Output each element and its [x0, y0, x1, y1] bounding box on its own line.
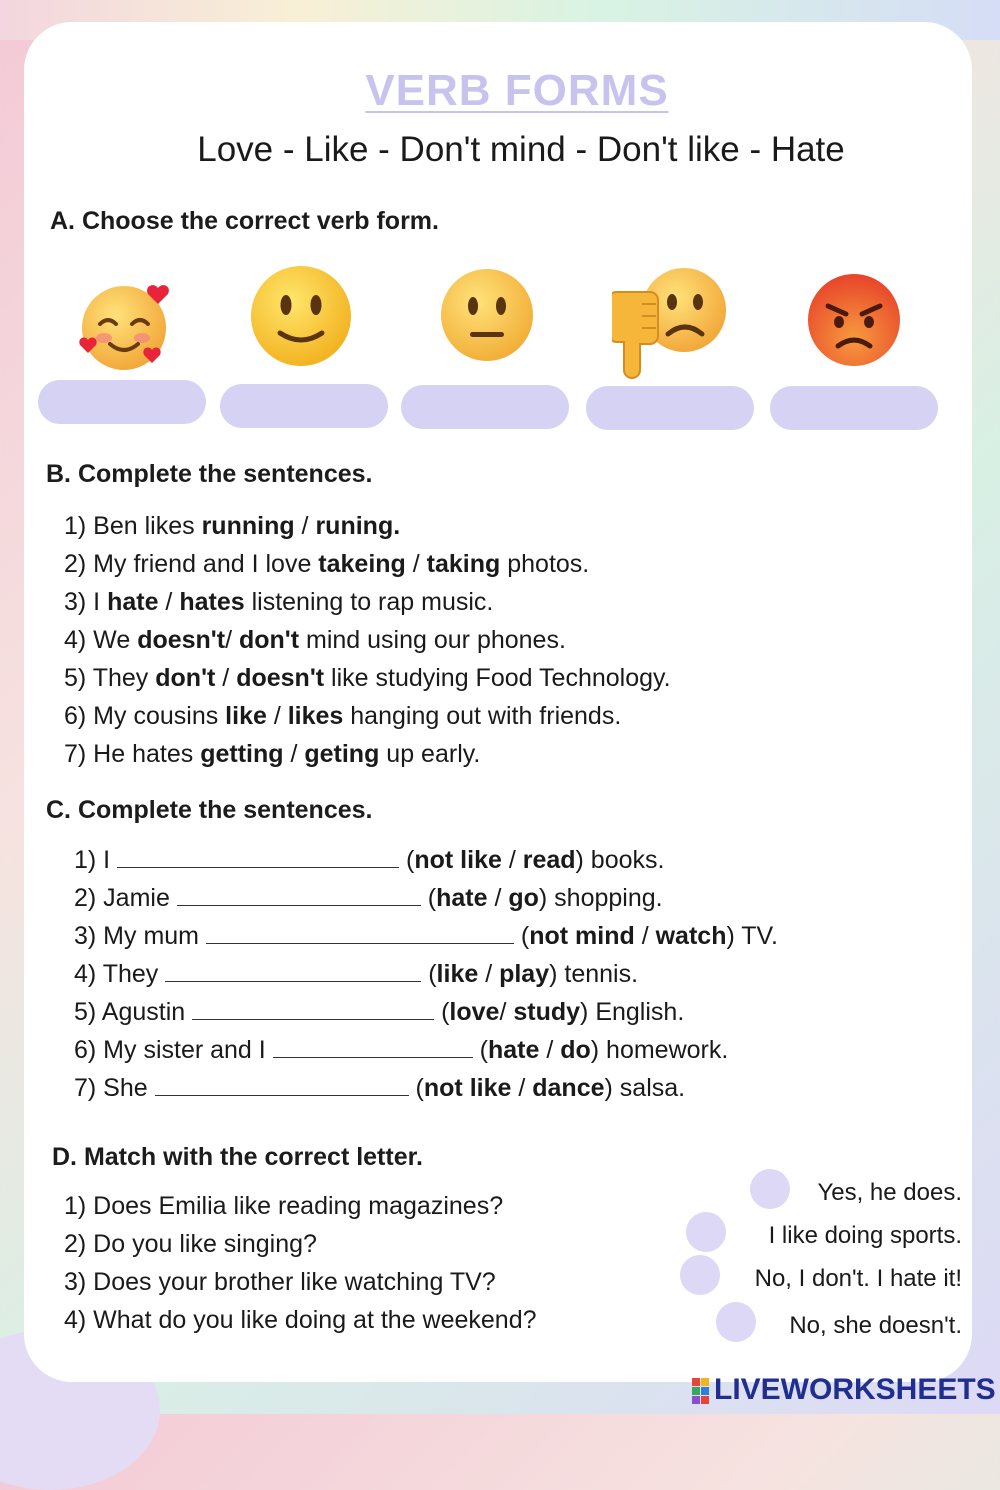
item-number: 1) [74, 846, 97, 874]
section-d-heading: D. Match with the correct letter. [52, 1143, 423, 1171]
item-number: 7) [74, 1074, 97, 1102]
answer-4: No, she doesn't. [789, 1312, 962, 1339]
section-b-heading: B. Complete the sentences. [46, 460, 373, 488]
verb-hint-separator: / [487, 884, 509, 912]
verb-hint-1: not mind [529, 922, 635, 950]
verb-hint-1: not like [423, 1074, 512, 1102]
verb-hint-2: dance [532, 1074, 605, 1102]
sentence-c-1 [74, 846, 664, 875]
sentence-b-7 [64, 740, 480, 769]
sentence-b-2 [64, 550, 589, 579]
item-number: 4) [74, 960, 97, 988]
answer-blank[interactable] [192, 999, 434, 1020]
sentence-c-7 [74, 1074, 685, 1103]
open-paren: ( [421, 960, 437, 988]
option-2[interactable]: don't [238, 626, 300, 654]
item-number: 3) [64, 588, 87, 616]
sentence-start: We [86, 626, 138, 654]
sentence-b-4 [64, 626, 566, 655]
subject: Agustin [96, 998, 193, 1026]
sentence-start: My friend and I love [86, 550, 319, 578]
verb-hint-2: watch [655, 922, 727, 950]
option-separator: / [215, 664, 237, 692]
answer-letter-circle-4[interactable] [716, 1302, 756, 1342]
sentence-end: listening to rap music. [244, 588, 494, 616]
section-a-heading: A. Choose the correct verb form. [50, 207, 439, 235]
verb-hint-2: play [499, 960, 550, 988]
answer-letter-circle-1[interactable] [750, 1169, 790, 1209]
smiling-face-with-hearts-icon [78, 280, 174, 376]
verb-hint-separator: / [539, 1036, 561, 1064]
option-2[interactable]: doesn't [236, 664, 325, 692]
subject: They [96, 960, 166, 988]
answer-blank[interactable] [273, 1037, 473, 1058]
section-c-heading: C. Complete the sentences. [46, 796, 373, 824]
question-2: 2) Do you like singing? [64, 1230, 317, 1258]
item-number: 2) [64, 550, 87, 578]
subject: Jamie [96, 884, 177, 912]
answer-pill-4[interactable] [586, 386, 754, 430]
verb-hint-2: read [522, 846, 576, 874]
sentence-end: ) TV. [726, 922, 778, 950]
verb-hint-2: study [513, 998, 581, 1026]
open-paren: ( [472, 1036, 488, 1064]
sentence-end: ) English. [580, 998, 685, 1026]
sentence-start: They [86, 664, 156, 692]
option-separator: / [405, 550, 427, 578]
item-number: 2) [74, 884, 97, 912]
option-separator: / [283, 740, 305, 768]
item-number: 3) [74, 922, 97, 950]
item-number: 6) [74, 1036, 97, 1064]
answer-pill-2[interactable] [220, 384, 388, 428]
option-1[interactable]: getting [200, 740, 284, 768]
option-1[interactable]: takeing [318, 550, 406, 578]
verb-hint-separator: / [499, 998, 514, 1026]
sentence-c-2 [74, 884, 663, 913]
verb-hint-2: do [560, 1036, 591, 1064]
answer-blank[interactable] [155, 1075, 409, 1096]
sentence-c-3 [74, 922, 778, 951]
sentence-c-6 [74, 1036, 728, 1065]
thumbs-down-frowning-face-icon [612, 268, 734, 380]
option-separator: / [225, 626, 239, 654]
option-1[interactable]: don't [155, 664, 216, 692]
sentence-end: like studying Food Technology. [324, 664, 671, 692]
page-title: VERB FORMS [365, 66, 669, 115]
sentence-b-1 [64, 512, 400, 541]
verb-hint-separator: / [511, 1074, 533, 1102]
item-number: 1) [64, 512, 87, 540]
verb-scale-subtitle: Love - Like - Don't mind - Don't like - Hate [197, 130, 845, 169]
sentence-end: ) shopping. [538, 884, 663, 912]
option-separator: / [294, 512, 316, 540]
sentence-end: ) tennis. [549, 960, 639, 988]
answer-blank[interactable] [117, 847, 399, 868]
question-3: 3) Does your brother like watching TV? [64, 1268, 496, 1296]
sentence-end: ) books. [575, 846, 665, 874]
option-1[interactable]: hate [107, 588, 159, 616]
sentence-end: hanging out with friends. [343, 702, 622, 730]
option-2[interactable]: geting [304, 740, 380, 768]
option-2[interactable]: taking [426, 550, 501, 578]
item-number: 5) [64, 664, 87, 692]
option-2[interactable]: runing. [315, 512, 401, 540]
subject: I [96, 846, 118, 874]
sentence-end: up early. [379, 740, 481, 768]
sentence-b-3 [64, 588, 493, 617]
answer-pill-3[interactable] [401, 385, 569, 429]
verb-hint-separator: / [501, 846, 523, 874]
option-separator: / [266, 702, 288, 730]
open-paren: ( [420, 884, 437, 912]
sentence-b-5 [64, 664, 671, 693]
verb-hint-1: not like [414, 846, 502, 874]
answer-blank[interactable] [177, 885, 421, 906]
verb-hint-1: like [436, 960, 479, 988]
liveworksheets-brand: LIVEWORKSHEETS [714, 1373, 996, 1406]
sentence-start: I [86, 588, 108, 616]
sentence-b-6 [64, 702, 621, 731]
verb-hint-1: hate [487, 1036, 540, 1064]
answer-blank[interactable] [206, 923, 514, 944]
verb-hint-separator: / [634, 922, 656, 950]
verb-hint-1: love [449, 998, 500, 1026]
question-1: 1) Does Emilia like reading magazines? [64, 1192, 504, 1220]
sentence-start: My cousins [86, 702, 226, 730]
option-2[interactable]: likes [287, 702, 344, 730]
angry-face-icon [806, 272, 902, 368]
answer-pill-5[interactable] [770, 386, 938, 430]
open-paren: ( [408, 1074, 424, 1102]
verb-hint-1: hate [436, 884, 488, 912]
item-number: 5) [74, 998, 97, 1026]
verb-hint-2: go [508, 884, 539, 912]
subject: She [96, 1074, 155, 1102]
answer-2: I like doing sports. [768, 1222, 962, 1249]
option-separator: / [158, 588, 180, 616]
answer-1: Yes, he does. [817, 1179, 962, 1206]
item-number: 6) [64, 702, 87, 730]
question-4: 4) What do you like doing at the weekend? [64, 1306, 537, 1334]
sentence-start: He hates [86, 740, 201, 768]
sentence-end: ) homework. [590, 1036, 729, 1064]
answer-pill-1[interactable] [38, 380, 206, 424]
liveworksheets-logo-icon [692, 1378, 710, 1404]
slightly-smiling-face-icon [250, 265, 352, 367]
sentence-end: mind using our phones. [299, 626, 566, 654]
subject: My mum [96, 922, 206, 950]
verb-hint-separator: / [478, 960, 500, 988]
sentence-end: ) salsa. [604, 1074, 686, 1102]
option-2[interactable]: hates [179, 588, 245, 616]
item-number: 4) [64, 626, 87, 654]
neutral-face-icon [440, 268, 534, 362]
subject: My sister and I [96, 1036, 273, 1064]
open-paren: ( [399, 846, 415, 874]
answer-3: No, I don't. I hate it! [754, 1265, 962, 1292]
sentence-start: Ben likes [86, 512, 202, 540]
open-paren: ( [513, 922, 530, 950]
sentence-end: photos. [500, 550, 590, 578]
option-1[interactable]: like [225, 702, 267, 730]
sentence-c-4 [74, 960, 638, 989]
sentence-c-5 [74, 998, 684, 1027]
open-paren: ( [434, 998, 450, 1026]
option-1[interactable]: doesn't [137, 626, 226, 654]
answer-letter-circle-3[interactable] [680, 1255, 720, 1295]
item-number: 7) [64, 740, 87, 768]
answer-blank[interactable] [165, 961, 421, 982]
answer-letter-circle-2[interactable] [686, 1212, 726, 1252]
option-1[interactable]: running [201, 512, 295, 540]
